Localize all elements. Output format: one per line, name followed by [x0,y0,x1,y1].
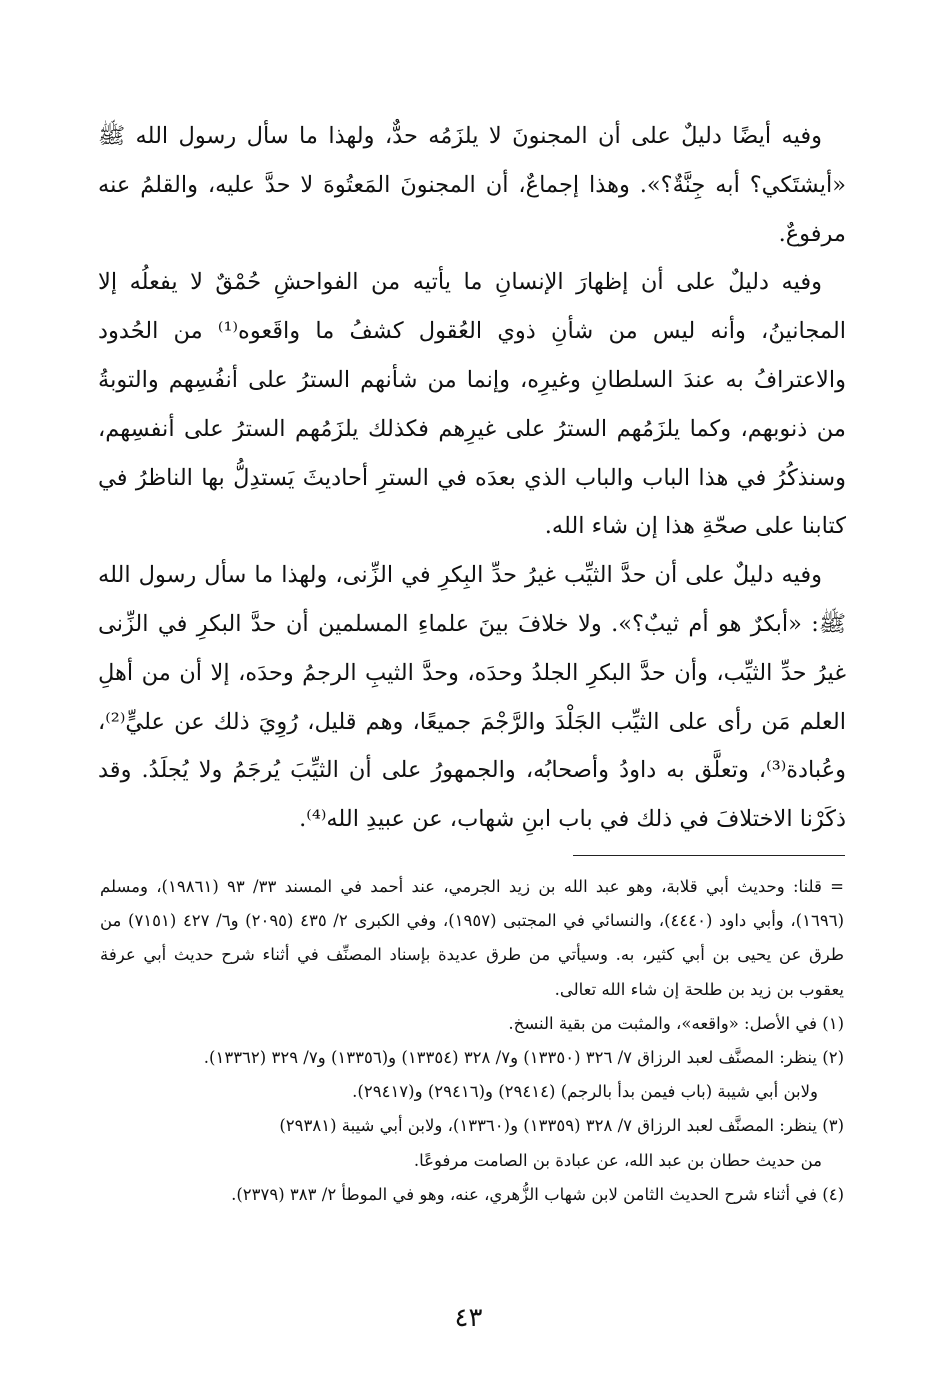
footnotes [100,870,844,1212]
footnote-divider [573,855,845,856]
footnote-3: (٣) ينظر: المصنَّف لعبد الرزاق ٧/ ٣٢٨ (١٣٣٥٩) و(١٣٣٦٠)، ولابن أبي شيبة (٢٩٣٨١) [279,1116,844,1136]
paragraph-2: وفيه دليلٌ على أن إظهارَ الإنسانِ ما يأتيه من الفواحشِ حُمْقٌ لا يفعلُه إلا المجانينُ، وأنه ليس من شأنِ ذوي العُقول كشفُ ما واقَعوه⁽¹⁾ من الحُدود والاعترافُ به عندَ السلطانِ وغيرِه، وإنما من شأنهم السترُ على أنفُسِهم والتوبةُ من ذنوبهم، وكما يلزَمُهم السترُ على غيرِهم فكذلك يلزَمُهم السترُ على أنفسِهم، وسنذكُرُ في هذا الباب والباب الذي بعدَه في السترِ أحاديثَ يَستدِلُّ بها الناظرُ في كتابنا على صحّةِ هذا إن شاء الله. [98,269,846,540]
main-text [98,112,846,844]
page-number: ٤٣ [454,1303,483,1333]
footnote-2: (٢) ينظر: المصنَّف لعبد الرزاق ٧/ ٣٢٦ (١٣٣٥٠) و٧/ ٣٢٨ (١٣٣٥٤) و(١٣٣٥٦) و٧/ ٣٢٩ (١٣٣٦٢). [203,1048,844,1068]
footnote-1: (١) في الأصل: «واقعه»، والمثبت من بقية النسخ. [508,1013,844,1033]
footnote-4: (٤) في أثناء شرح الحديث الثامن لابن شهاب الزُّهري، عنه، وهو في الموطأ ٢/ ٣٨٣ (٢٣٧٩). [231,1184,844,1204]
paragraph-1: وفيه أيضًا دليلٌ على أن المجنونَ لا يلزَمُه حدٌّ، ولهذا ما سأل رسول الله ﷺ «أيشتَكي؟ أبه جِنَّةٌ؟». وهذا إجماعٌ، أن المجنونَ المَعتُوهَ لا حدَّ عليه، والقلمُ عنه مرفوعٌ. [98,123,846,247]
paragraph-3: وفيه دليلٌ على أن حدَّ الثيِّب غيرُ حدِّ البِكرِ في الزِّنى، ولهذا ما سأل رسول الله ﷺ: «أبكرٌ هو أم ثيبٌ؟». ولا خلافَ بينَ علماءِ المسلمين أن حدَّ البكرِ في الزِّنى غيرُ حدِّ الثيِّب، وأن حدَّ البكرِ الجلدُ وحدَه، وحدَّ الثيبِ الرجمُ وحدَه، إلا أن من أهلِ العلم مَن رأى على الثيِّب الجَلْدَ والرَّجْمَ جميعًا، وهم قليل، رُوِيَ ذلك عن عليٍّ⁽²⁾، وعُبادة⁽³⁾، وتعلَّق به داودُ وأصحابُه، والجمهورُ على أن الثيِّبَ يُرجَمُ ولا يُجلَدُ. وقد ذكَرْنا الاختلافَ في ذلك في باب ابنِ شهاب، عن عبيدِ الله⁽⁴⁾. [98,562,846,833]
footnote-3-continuation: من حديث حطان بن عبد الله، عن عبادة بن الصامت مرفوعًا. [413,1150,822,1170]
footnote-continued: = قلنا: وحديث أبي قلابة، وهو عبد الله بن زيد الجرمي، عند أحمد في المسند ٣٣/ ٩٣ (١٩٨٦١)، ومسلم (١٦٩٦)، وأبي داود (٤٤٤٠)، والنسائي في المجتبى (١٩٥٧)، وفي الكبرى ٢/ ٤٣٥ (٢٠٩٥) و٦/ ٤٢٧ (٧١٥١) من طرق عن يحيى بن أبي كثير، به. وسيأتي من طرق عديدة بإسناد المصنِّف في أثناء شرح حديث أبي عرفة يعقوب بن زيد بن طلحة إن شاء الله تعالى. [100,877,845,999]
footnote-2-continuation: ولابن أبي شيبة (باب فيمن بدأ بالرجم) (٢٩٤١٤) و(٢٩٤١٦) و(٢٩٤١٧). [352,1082,818,1102]
